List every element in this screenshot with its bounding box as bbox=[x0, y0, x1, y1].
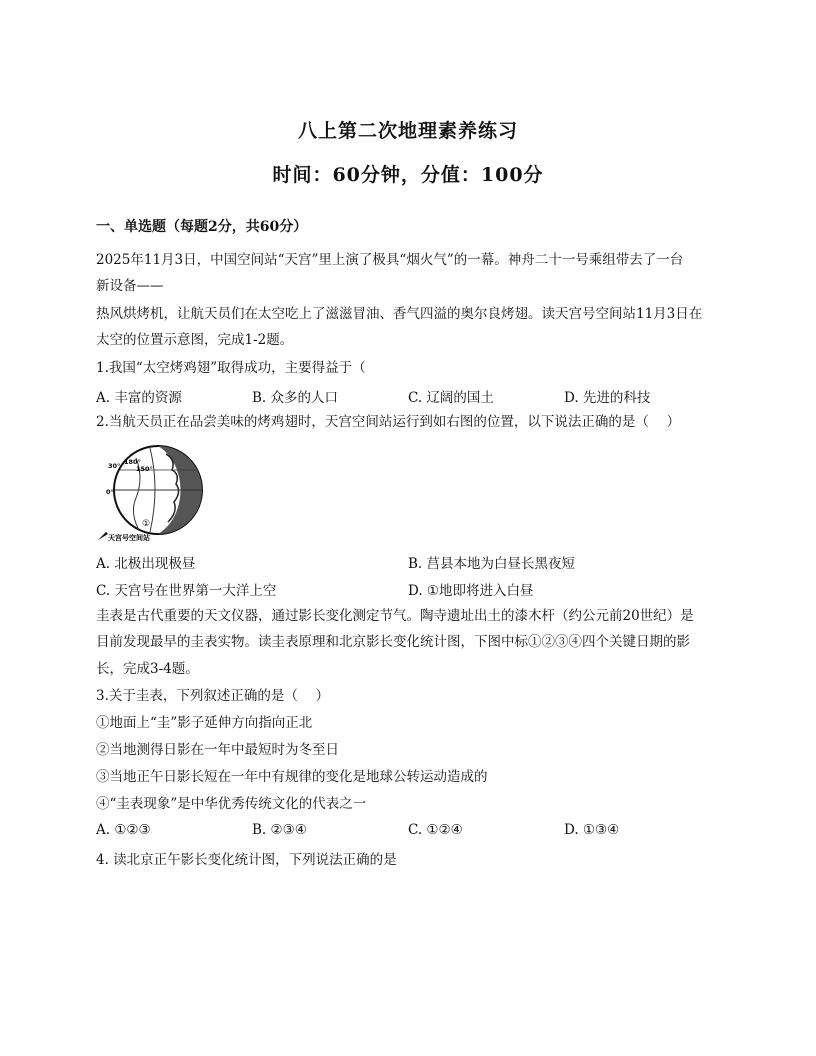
globe-diagram bbox=[96, 444, 214, 542]
globe-figure bbox=[96, 444, 214, 542]
intro1-line4: 太空的位置示意图，完成1-2题。 bbox=[96, 332, 294, 348]
q3-option-b: B. ②③④ bbox=[252, 822, 307, 838]
q1-options bbox=[96, 386, 726, 406]
figure-caption: 天宫号空间站 bbox=[108, 534, 150, 542]
q1-option-a: A. 丰富的资源 bbox=[96, 390, 182, 406]
q2-options-row1 bbox=[96, 552, 726, 572]
intro1-line1: 2025年11月3日，中国空间站“天宫”里上演了极具“烟火气”的一幕。神舟二十一号乘组带去了一台 bbox=[96, 252, 684, 268]
q3-stem: 3.关于圭表，下列叙述正确的是（ ） bbox=[96, 688, 330, 704]
intro1-line3: 热风烘烤机，让航天员们在太空吃上了滋滋冒油、香气四溢的奥尔良烤翅。读天宫号空间站11月3日在 bbox=[96, 306, 703, 322]
label-point-1: ① bbox=[142, 519, 151, 529]
q1-option-d: D. 先进的科技 bbox=[564, 390, 651, 406]
intro2-line1: 圭表是古代重要的天文仪器，通过影长变化测定节气。陶寺遗址出土的漆木杆（约公元前20世纪）是 bbox=[96, 608, 694, 624]
q3-statement-1: ①地面上“圭”影子延伸方向指向正北 bbox=[96, 715, 313, 731]
q4-stem: 4. 读北京正午影长变化统计图，下列说法正确的是 bbox=[96, 852, 397, 868]
intro2-line2: 目前发现最早的圭表实物。读圭表原理和北京影长变化统计图，下图中标①②③④四个关键日期的影 bbox=[96, 634, 690, 650]
label-150deg: 150° bbox=[136, 465, 153, 473]
intro2-line3: 长，完成3-4题。 bbox=[96, 661, 199, 677]
q2-options-row2 bbox=[96, 579, 726, 599]
q2-option-d: D. ①地即将进入白昼 bbox=[408, 583, 534, 599]
q3-option-d: D. ①③④ bbox=[564, 822, 620, 838]
q3-options bbox=[96, 822, 726, 842]
q3-option-a: A. ①②③ bbox=[96, 822, 151, 838]
q3-statement-4: ④“圭表现象”是中华优秀传统文化的代表之一 bbox=[96, 796, 367, 812]
q3-option-c: C. ①②④ bbox=[408, 822, 463, 838]
intro1-line2: 新设备—— bbox=[96, 278, 164, 294]
q2-option-b: B. 莒县本地为白昼长黑夜短 bbox=[408, 556, 576, 572]
section-header: 一、单选题（每题2分，共60分） bbox=[96, 219, 308, 235]
q1-option-b: B. 众多的人口 bbox=[252, 390, 339, 406]
q1-stem: 1.我国“太空烤鸡翅”取得成功，主要得益于（ bbox=[96, 360, 366, 376]
page-title: 八上第二次地理素养练习 bbox=[297, 120, 518, 142]
label-30deg: 30° bbox=[108, 462, 121, 470]
q3-statement-2: ②当地测得日影在一年中最短时为冬至日 bbox=[96, 742, 339, 758]
page-subtitle: 时间：60分钟，分值：100分 bbox=[272, 164, 544, 186]
q2-option-a: A. 北极出现极昼 bbox=[96, 556, 196, 572]
q1-option-c: C. 辽阔的国土 bbox=[408, 390, 494, 406]
label-0deg: 0° bbox=[106, 488, 114, 496]
q2-stem: 2.当航天员正在品尝美味的烤鸡翅时，天宫空间站运行到如右图的位置，以下说法正确的是（ ） bbox=[96, 414, 681, 430]
q3-statement-3: ③当地正午日影长短在一年中有规律的变化是地球公转运动造成的 bbox=[96, 769, 488, 785]
station-icon bbox=[98, 532, 108, 540]
label-180deg: 180° bbox=[124, 458, 141, 466]
q2-option-c: C. 天宫号在世界第一大洋上空 bbox=[96, 583, 277, 599]
